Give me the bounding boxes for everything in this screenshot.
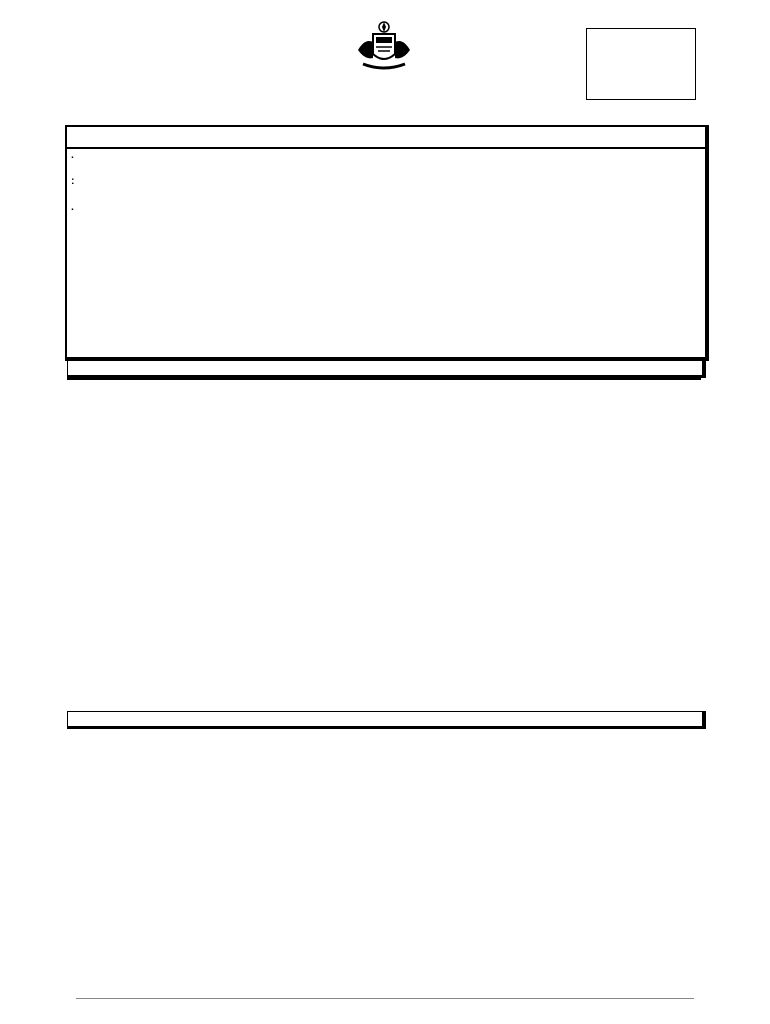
col-pagina-header <box>611 379 701 380</box>
col-item-header <box>68 379 154 380</box>
index-table <box>67 378 701 380</box>
coat-of-arms-icon <box>355 20 413 70</box>
edital-summary-box <box>65 147 709 361</box>
protocol-stamp <box>586 28 696 100</box>
annexes-heading <box>67 711 706 729</box>
tipo-line: . <box>71 149 74 161</box>
col-topico-header <box>153 379 610 380</box>
local-paragraph: . <box>71 201 74 213</box>
document-title <box>65 125 709 149</box>
index-heading <box>67 360 706 378</box>
data-line: : <box>71 175 75 187</box>
footer-divider <box>76 998 694 999</box>
index-header-row <box>68 379 701 380</box>
